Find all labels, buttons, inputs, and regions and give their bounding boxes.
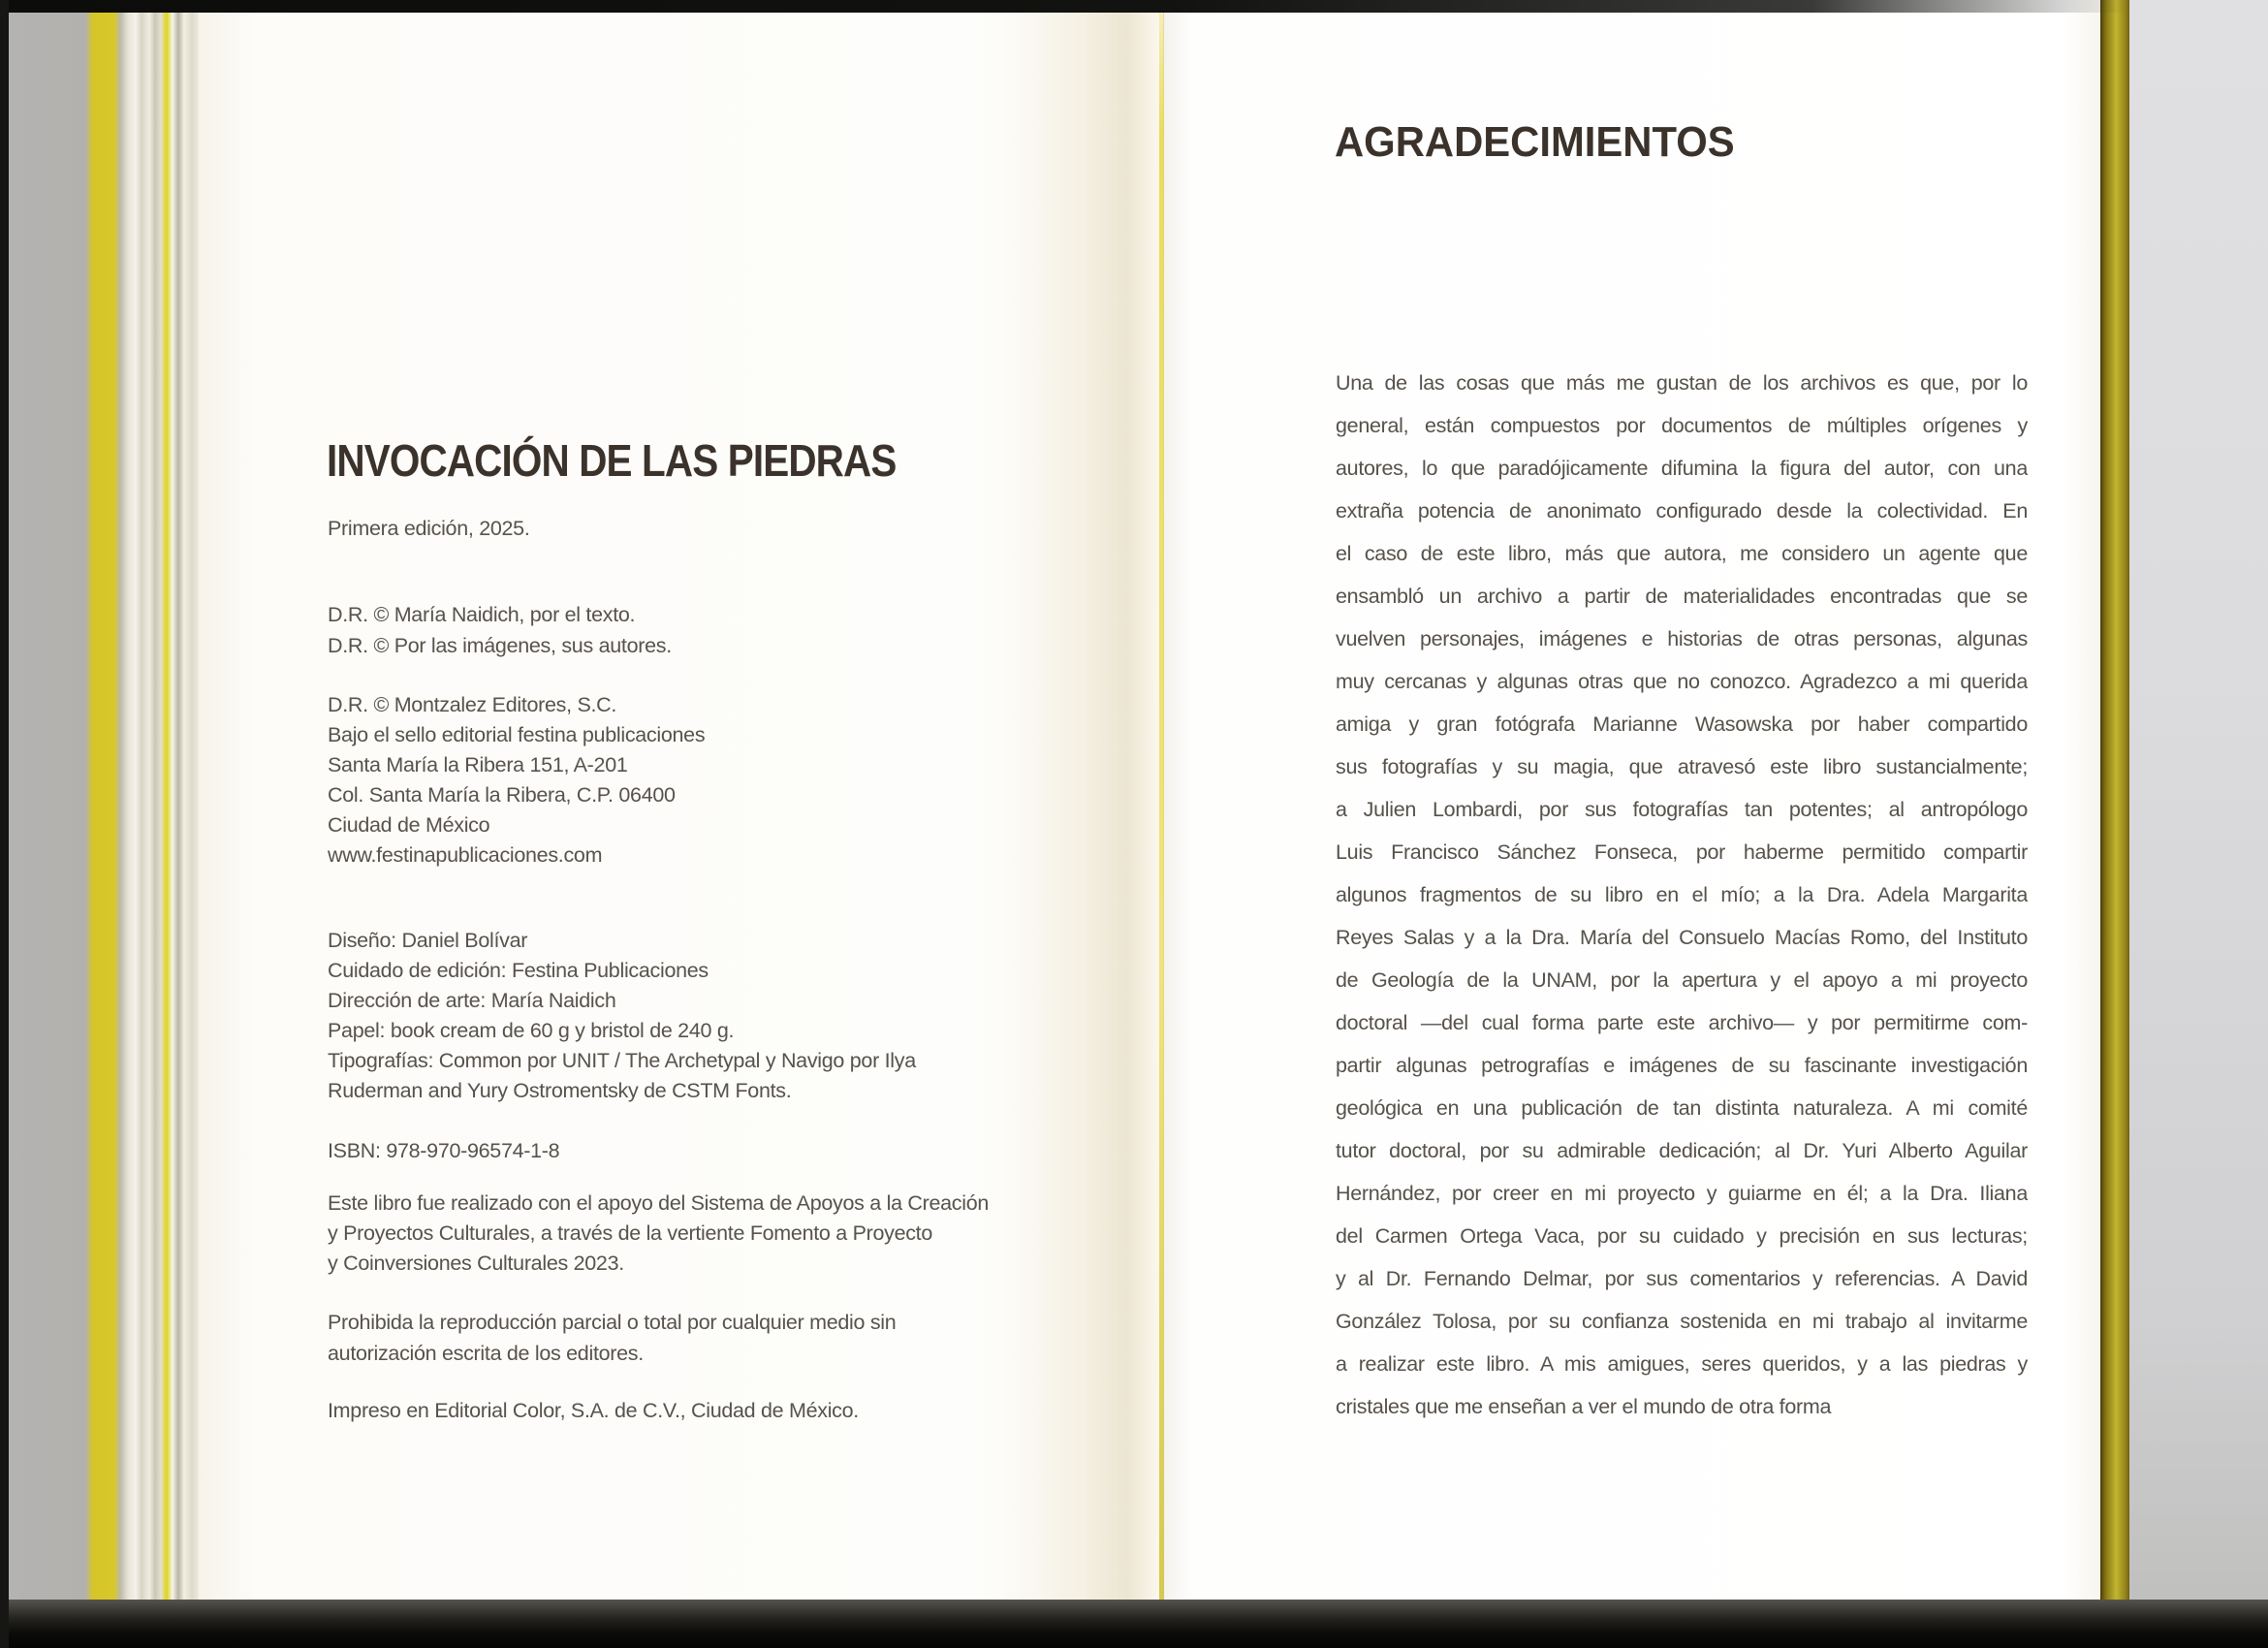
prohibition-line: autorización escrita de los editores. (328, 1342, 644, 1365)
paragraph-line: Una de las cosas que más me gustan de los archivos es que, por lo (1336, 371, 2028, 395)
support-line: y Proyectos Culturales, a través de la vertiente Fomento a Proyecto (328, 1221, 933, 1245)
printed-block (328, 1396, 859, 1426)
paragraph-line: general, están compuestos por documentos de múltiples orígenes y (1336, 414, 2028, 437)
paragraph-line: extraña potencia de anonimato configurado desde la colectividad. En (1336, 499, 2028, 523)
paragraph-line: algunos fragmentos de su libro en el mío; a la Dra. Adela Margarita (1336, 883, 2028, 906)
support-block (328, 1188, 989, 1279)
publisher-line: D.R. © Montzalez Editores, S.C. (328, 693, 617, 716)
paragraph-line: González Tolosa, por su confianza sostenida en mi trabajo al invitarme (1336, 1310, 2028, 1333)
publisher-line: Bajo el sello editorial festina publicaciones (328, 723, 706, 746)
acknowledgments-page (1164, 0, 2100, 1605)
credits-line: Diseño: Daniel Bolívar (328, 929, 528, 952)
isbn-line: ISBN: 978-970-96574-1-8 (328, 1139, 560, 1162)
acknowledgments-title: AGRADECIMIENTOS (1335, 118, 1735, 166)
book-title: INVOCACIÓN DE LAS PIEDRAS (327, 435, 897, 486)
paragraph-line: de Geología de la UNAM, por la apertura y el apoyo a mi proyecto (1336, 968, 2028, 992)
support-line: y Coinversiones Culturales 2023. (328, 1252, 624, 1275)
paragraph-line: amiga y gran fotógrafa Marianne Wasowska por haber compartido (1336, 713, 2028, 736)
paragraph-line: doctoral —del cual forma parte este archivo— y por permitirme com- (1336, 1011, 2028, 1034)
publisher-line: Ciudad de México (328, 813, 490, 837)
gutter-shadow (998, 8, 1163, 1609)
credits-line: Ruderman and Yury Ostromentsky de CSTM Fonts. (328, 1079, 792, 1102)
prohibition-line: Prohibida la reproducción parcial o total por cualquier medio sin (328, 1311, 897, 1334)
paragraph-line: Hernández, por creer en mi proyecto y guiarme en él; a la Dra. Iliana (1336, 1182, 2028, 1205)
paragraph-line: muy cercanas y algunas otras que no conozco. Agradezco a mi querida (1336, 670, 2028, 693)
isbn-block (328, 1136, 559, 1166)
paragraph-line: Reyes Salas y a la Dra. María del Consuelo Macías Romo, del Instituto (1336, 926, 2028, 949)
credits-line: Cuidado de edición: Festina Publicaciones (328, 959, 709, 982)
book-cover-edge (2100, 0, 2129, 1609)
paragraph-line: del Carmen Ortega Vaca, por su cuidado y precisión en sus lecturas; (1336, 1224, 2028, 1248)
paragraph-line: a realizar este libro. A mis amigues, seres queridos, y a las piedras y (1336, 1352, 2028, 1376)
credits-block (328, 926, 916, 1106)
edition-line: Primera edición, 2025. (328, 517, 530, 540)
printed-line: Impreso en Editorial Color, S.A. de C.V., Ciudad de México. (328, 1399, 859, 1422)
paragraph-line: tutor doctoral, por su admirable dedicación; al Dr. Yuri Alberto Aguilar (1336, 1139, 2028, 1162)
scanner-edge-top (0, 0, 2132, 13)
paragraph-line: partir algunas petrografías e imágenes de su fascinante investigación (1336, 1054, 2028, 1077)
support-line: Este libro fue realizado con el apoyo del Sistema de Apoyos a la Creación (328, 1191, 990, 1215)
edition-block (328, 514, 530, 544)
credits-line: Papel: book cream de 60 g y bristol de 240 g. (328, 1019, 735, 1042)
publisher-line: Santa María la Ribera 151, A-201 (328, 753, 628, 776)
page-edges-fan (8, 0, 202, 1648)
publisher-website: www.festinapublicaciones.com (328, 843, 603, 867)
paragraph-line: y al Dr. Fernando Delmar, por sus comentarios y referencias. A David (1336, 1267, 2028, 1290)
paragraph-line: Luis Francisco Sánchez Fonseca, por haberme permitido compartir (1336, 840, 2028, 864)
paragraph-line: geológica en una publicación de tan distinta naturaleza. A mi comité (1336, 1096, 2028, 1120)
prohibition-block (328, 1307, 896, 1369)
paragraph-line: el caso de este libro, más que autora, me considero un agente que (1336, 542, 2028, 565)
credits-line: Tipografías: Common por UNIT / The Archetypal y Navigo por Ilya (328, 1049, 916, 1072)
paragraph-line: autores, lo que paradójicamente difumina la figura del autor, con una (1336, 457, 2028, 480)
paragraph-line: cristales que me enseñan a ver el mundo de otra forma (1336, 1395, 1832, 1418)
acknowledgments-paragraph (1336, 362, 2028, 1428)
credits-line: Dirección de arte: María Naidich (328, 989, 616, 1012)
rights-block (328, 599, 672, 661)
rights-line: D.R. © María Naidich, por el texto. (328, 603, 636, 626)
colophon-page (199, 8, 1163, 1609)
publisher-line: Col. Santa María la Ribera, C.P. 06400 (328, 783, 676, 807)
scanner-edge-left (0, 0, 9, 1648)
paragraph-line: ensambló un archivo a partir de materialidades encontradas que se (1336, 585, 2028, 608)
scanner-edge-bottom (0, 1600, 2268, 1648)
paragraph-line: a Julien Lombardi, por sus fotografías tan potentes; al antropólogo (1336, 798, 2028, 821)
scanner-background-right (2123, 0, 2268, 1648)
paragraph-line: sus fotografías y su magia, que atravesó este libro sustancialmente; (1336, 755, 2028, 778)
paragraph-line: vuelven personajes, imágenes e historias de otras personas, algunas (1336, 627, 2028, 650)
publisher-block (328, 690, 705, 871)
rights-line: D.R. © Por las imágenes, sus autores. (328, 634, 672, 657)
